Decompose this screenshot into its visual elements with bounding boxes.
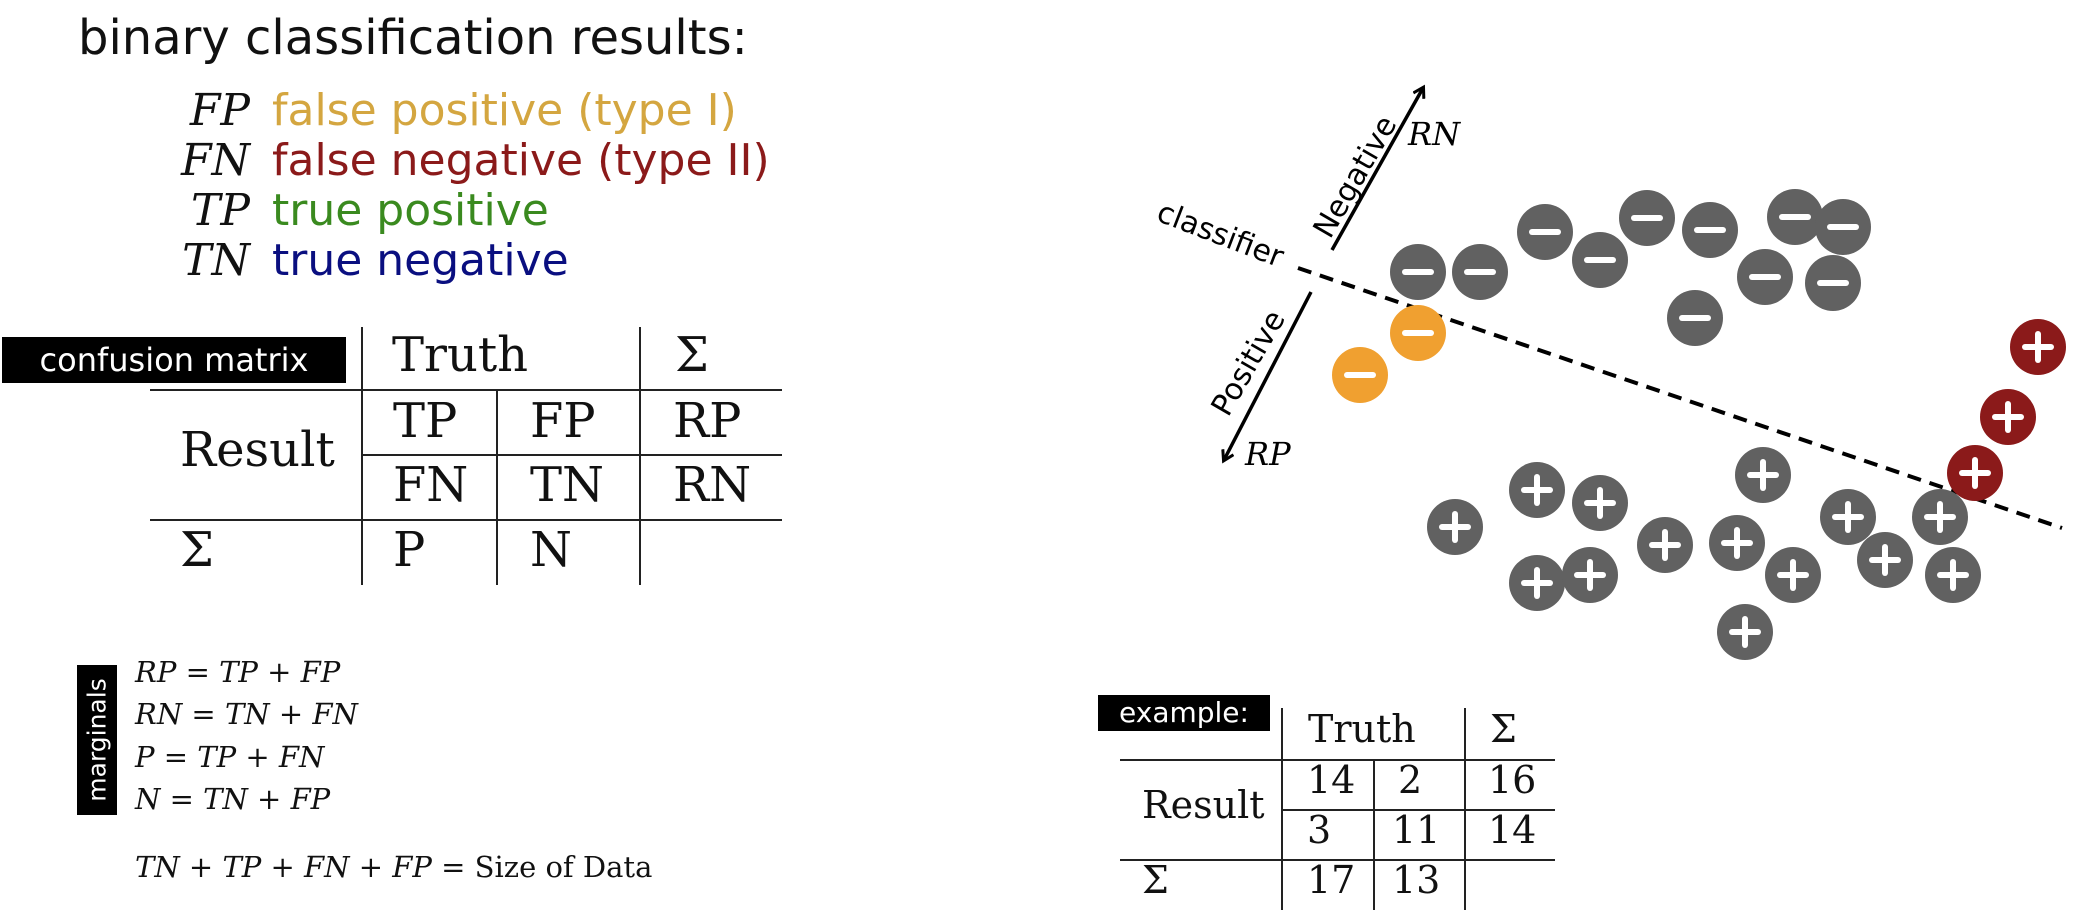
page-title: binary classification results: <box>78 10 748 66</box>
negative-point <box>1517 204 1573 260</box>
confusion-sum-label: Σ <box>180 522 214 578</box>
negative-point <box>1667 290 1723 346</box>
confusion-cell-tn: TN <box>530 457 605 513</box>
example-sum-p: 17 <box>1307 858 1356 902</box>
positive-point <box>1912 489 1968 545</box>
negative-point-fp <box>1390 305 1446 361</box>
rp-label: RP <box>1245 435 1291 473</box>
legend-text: true positive <box>272 184 549 236</box>
example-cell-rp: 16 <box>1488 758 1537 802</box>
confusion-cell-fp: FP <box>530 393 596 449</box>
positive-point <box>1562 547 1618 603</box>
confusion-sum-p: P <box>393 522 426 578</box>
positive-point-fn <box>1947 445 2003 501</box>
confusion-cell-rp: RP <box>673 393 742 449</box>
positive-point <box>1857 532 1913 588</box>
negative-point <box>1737 249 1793 305</box>
marginal-formula-rn: RN = TN + FN <box>135 697 358 731</box>
example-cell-fn: 3 <box>1307 808 1332 852</box>
legend-abbr: FP <box>189 84 250 136</box>
example-sum-label: Σ <box>1142 858 1169 902</box>
confusion-matrix-label: confusion matrix <box>2 337 346 383</box>
negative-point <box>1619 190 1675 246</box>
negative-point <box>1815 199 1871 255</box>
confusion-sigma-header: Σ <box>675 327 709 383</box>
positive-label: Positive <box>1204 304 1293 422</box>
negative-point <box>1452 244 1508 300</box>
negative-point <box>1682 202 1738 258</box>
positive-point <box>1820 489 1876 545</box>
positive-point <box>1637 517 1693 573</box>
example-cell-fp: 2 <box>1398 758 1423 802</box>
negative-point <box>1767 189 1823 245</box>
marginal-formula-rp: RP = TP + FP <box>135 655 341 689</box>
classifier-label: classifier <box>1152 194 1289 275</box>
positive-point <box>1717 604 1773 660</box>
example-cell-tp: 14 <box>1307 758 1356 802</box>
positive-point <box>1572 475 1628 531</box>
marginal-formula-n: N = TN + FP <box>135 782 331 816</box>
marginal-formula-p: P = TP + FN <box>135 740 325 774</box>
marginals-label: marginals <box>82 678 112 802</box>
positive-point <box>1427 499 1483 555</box>
example-sigma-header: Σ <box>1490 707 1517 751</box>
legend-abbr: TP <box>191 184 250 236</box>
example-truth-header: Truth <box>1308 707 1416 751</box>
confusion-truth-header: Truth <box>392 327 529 383</box>
positive-point <box>1509 555 1565 611</box>
example-label: example: <box>1098 695 1270 731</box>
confusion-sum-n: N <box>530 522 572 578</box>
marginal-total-rhs: Size of Data <box>474 850 653 884</box>
legend-text: false positive (type I) <box>272 84 737 136</box>
confusion-cell-rn: RN <box>673 457 752 513</box>
negative-point-fp <box>1332 347 1388 403</box>
positive-point <box>1765 547 1821 603</box>
legend-abbr: FN <box>180 134 250 186</box>
negative-point <box>1390 244 1446 300</box>
legend-abbr: TN <box>182 234 250 286</box>
positive-point <box>1509 462 1565 518</box>
example-sum-n: 13 <box>1392 858 1441 902</box>
positive-point-fn <box>2010 319 2066 375</box>
marginal-total-lhs: TN + TP + FN + FP = <box>135 850 475 884</box>
positive-point-fn <box>1980 389 2036 445</box>
legend-text: true negative <box>272 234 569 286</box>
negative-point <box>1572 232 1628 288</box>
negative-label: Negative <box>1306 109 1405 244</box>
confusion-result-label: Result <box>180 422 335 478</box>
confusion-cell-fn: FN <box>393 457 469 513</box>
positive-point <box>1709 515 1765 571</box>
confusion-cell-tp: TP <box>393 393 458 449</box>
negative-point <box>1805 255 1861 311</box>
example-result-label: Result <box>1142 783 1265 827</box>
example-cell-rn: 14 <box>1488 808 1537 852</box>
positive-point <box>1925 547 1981 603</box>
example-cell-tn: 11 <box>1392 808 1441 852</box>
legend-text: false negative (type II) <box>272 134 770 186</box>
rn-label: RN <box>1408 115 1461 153</box>
positive-point <box>1735 447 1791 503</box>
